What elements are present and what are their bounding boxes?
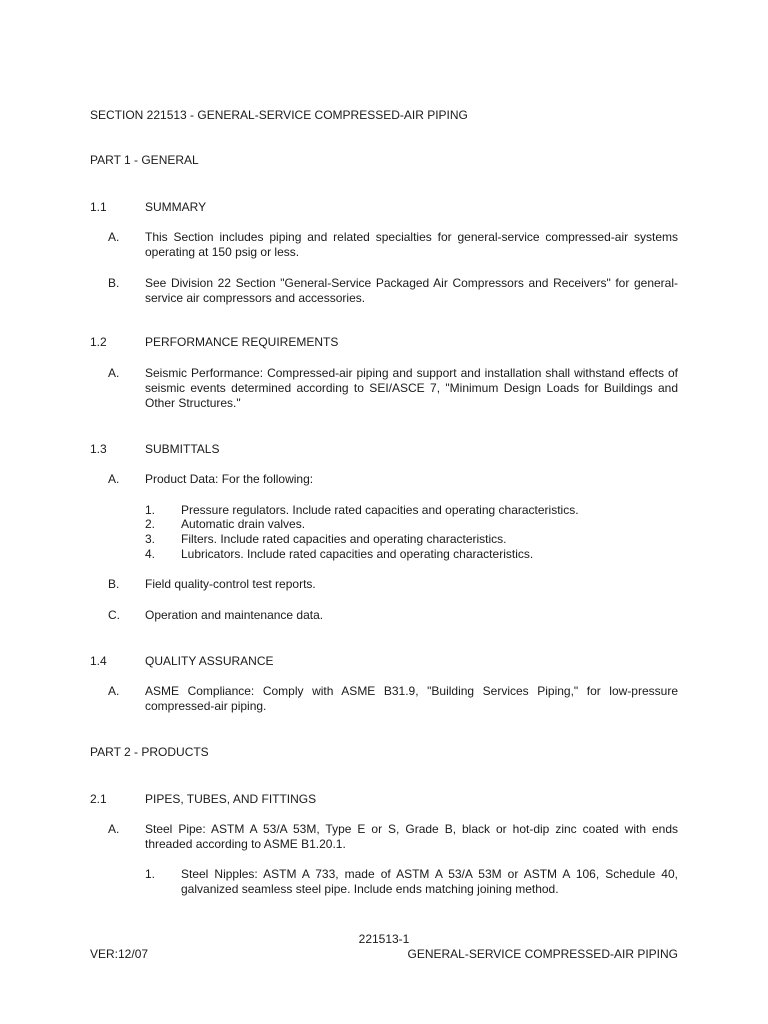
article-1-3-title: SUBMITTALS — [145, 442, 220, 456]
paragraph-1-3-b-text: Field quality-control test reports. — [145, 577, 316, 591]
paragraph-1-2-a-text: Seismic Performance: Compressed-air piping and support and installation shall withstand effects of seismic events determined according to SEI/ASCE 7, "Minimum Design Loads for Buildings and Other Structures." — [145, 366, 678, 410]
list-item-number: 1. — [145, 503, 156, 517]
list-item-text: Filters. Include rated capacities and operating characteristics. — [181, 532, 507, 546]
list-item-text: Pressure regulators. Include rated capacities and operating characteristics. — [181, 503, 579, 517]
list-item-text: Lubricators. Include rated capacities and operating characteristics. — [181, 547, 534, 561]
list-item-number: 4. — [145, 547, 156, 561]
list-item-number: 3. — [145, 532, 156, 546]
article-1-2-title: PERFORMANCE REQUIREMENTS — [145, 335, 339, 349]
article-1-3-number: 1.3 — [90, 442, 107, 456]
paragraph-1-3-a-text: Product Data: For the following: — [145, 472, 314, 486]
footer-version: VER:12/07 — [90, 947, 149, 961]
part-1-title: PART 1 - GENERAL — [90, 153, 199, 167]
paragraph-1-1-b-letter: B. — [108, 276, 120, 290]
footer-title: GENERAL-SERVICE COMPRESSED-AIR PIPING — [407, 947, 678, 961]
paragraph-1-4-a-text: ASME Compliance: Comply with ASME B31.9, "Building Services Piping," for low-pressure compressed-air piping. — [145, 684, 678, 713]
section-title: SECTION 221513 - GENERAL-SERVICE COMPRESSED-AIR PIPING — [90, 108, 468, 122]
paragraph-1-2-a-letter: A. — [108, 366, 120, 380]
article-1-4-number: 1.4 — [90, 654, 107, 668]
article-1-1-number: 1.1 — [90, 200, 107, 214]
paragraph-1-3-a-letter: A. — [108, 472, 120, 486]
paragraph-1-1-b-text: See Division 22 Section "General-Service Packaged Air Compressors and Receivers" for general-service air compressors and accessories. — [145, 276, 678, 305]
paragraph-1-4-a-letter: A. — [108, 684, 120, 698]
footer-page-number: 221513-1 — [358, 932, 410, 946]
paragraph-1-3-c-letter: C. — [108, 608, 120, 622]
list-item-text: Steel Nipples: ASTM A 733, made of ASTM A 53/A 53M or ASTM A 106, Schedule 40, galvanized seamless steel pipe. Include ends matching joining method. — [181, 867, 678, 896]
part-2-title: PART 2 - PRODUCTS — [90, 745, 209, 759]
list-item-number: 2. — [145, 517, 156, 531]
list-item-number: 1. — [145, 867, 156, 881]
paragraph-1-1-a-text: This Section includes piping and related specialties for general-service compressed-air systems operating at 150 psig or less. — [145, 230, 678, 259]
list-item-text: Automatic drain valves. — [181, 517, 306, 531]
paragraph-1-3-b-letter: B. — [108, 577, 120, 591]
paragraph-1-1-a-letter: A. — [108, 230, 120, 244]
article-1-4-title: QUALITY ASSURANCE — [145, 654, 274, 668]
article-2-1-number: 2.1 — [90, 792, 107, 806]
article-1-1-title: SUMMARY — [145, 200, 207, 214]
article-1-2-number: 1.2 — [90, 335, 107, 349]
paragraph-2-1-a-text: Steel Pipe: ASTM A 53/A 53M, Type E or S, Grade B, black or hot-dip zinc coated with ends threaded according to ASME B1.20.1. — [145, 822, 678, 851]
paragraph-2-1-a-letter: A. — [108, 822, 120, 836]
article-2-1-title: PIPES, TUBES, AND FITTINGS — [145, 792, 317, 806]
paragraph-1-3-c-text: Operation and maintenance data. — [145, 608, 324, 622]
